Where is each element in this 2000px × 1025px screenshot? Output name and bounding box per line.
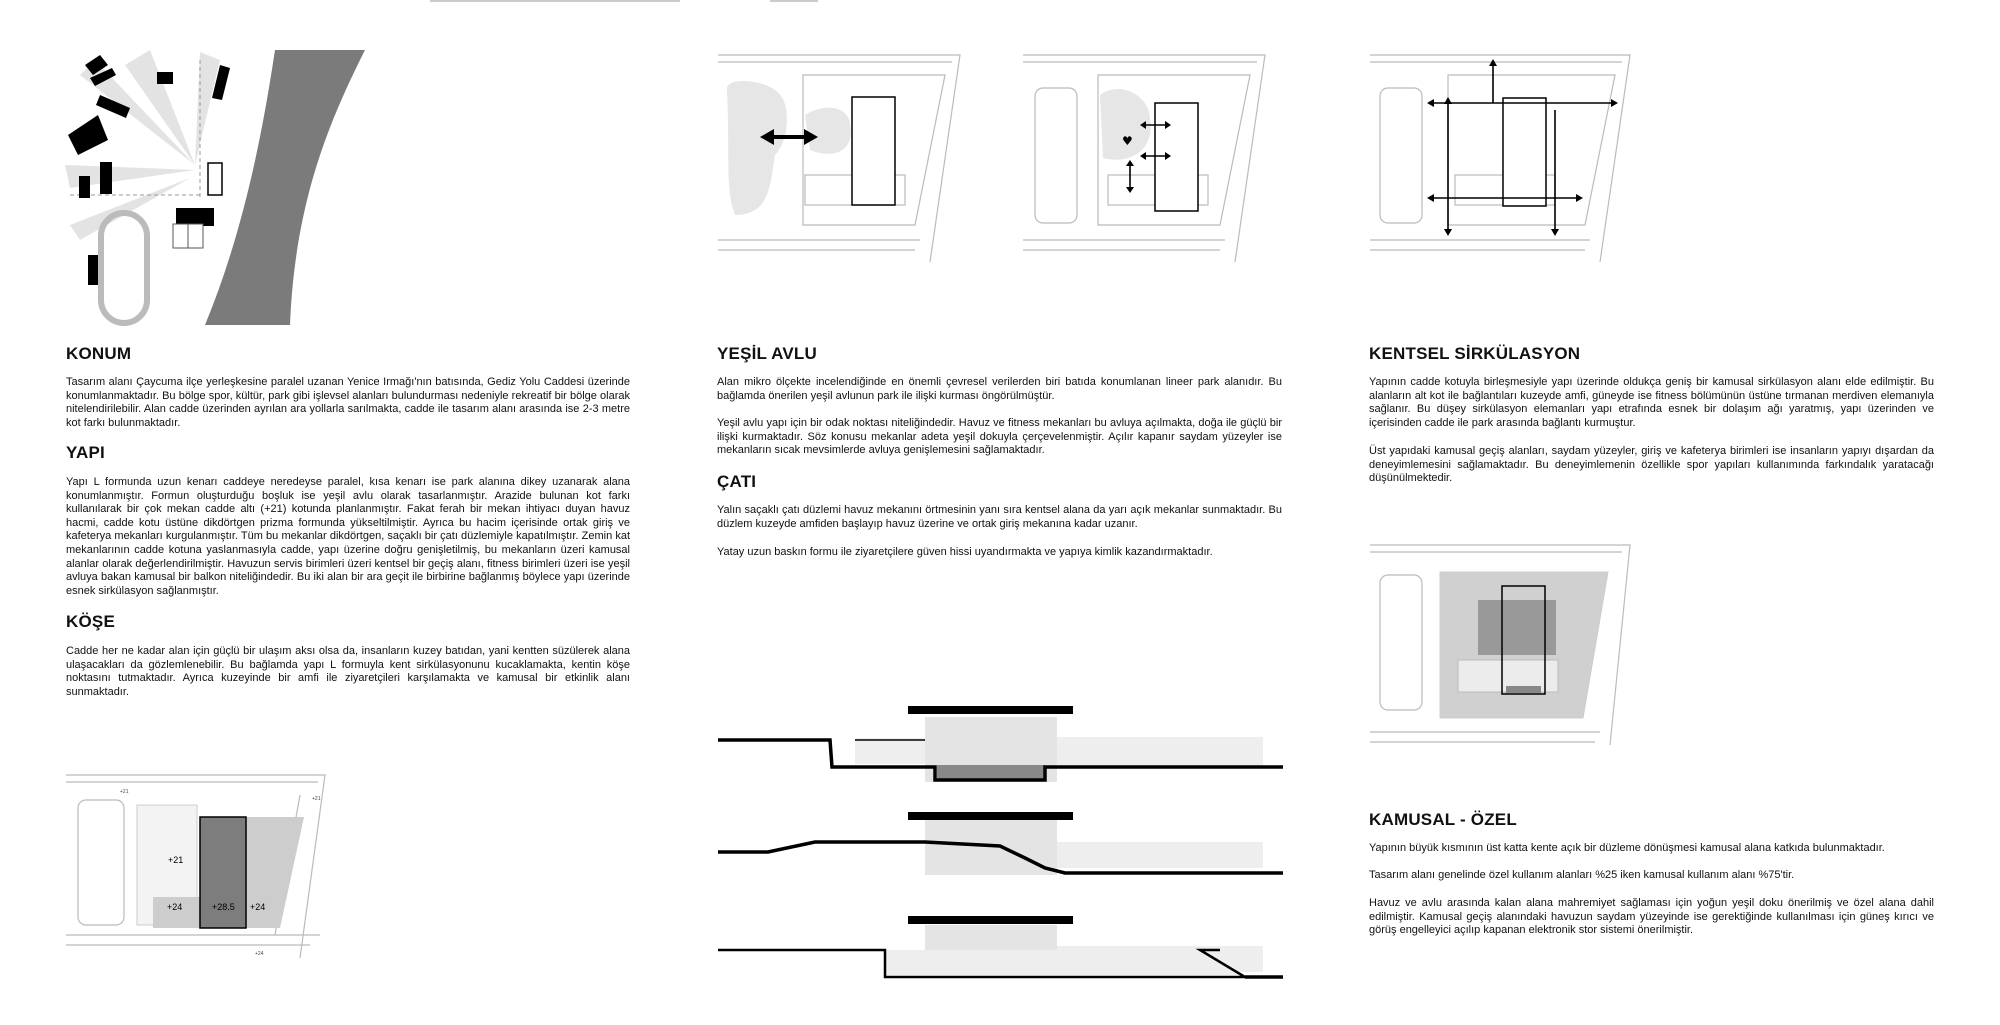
kose-heading: KÖŞE bbox=[66, 612, 115, 631]
cati-heading: ÇATI bbox=[717, 472, 757, 491]
yapi-text: Yapı L formunda uzun kenarı caddeye neredeyse paralel, kısa kenarı ise park alanına dikey uzanarak alana konumlanmıştır. Formun oluşturduğu boşluk ise yeşil avlu olarak tasarlanmıştır. Arazide bulunan kot farkı kullanılarak bir çok mekan cadde altı (+21) kotunda planlanmıştır. Fakat ferah bir mekan ihtiyacı duyan havuz hacmi, cadde kotu üstüne dikdörtgen prizma formunda yükseltilmiştir. Ayrıca bu hacim içerisinde ortak giriş ve kafeterya mekanları kurgulanmıştır. Tüm bu mekanlar dikdörtgen, saçaklı bir çatı düzlemiyle kapatılmıştır. Zemin kat mekanlarının cadde kotuna yaslanmasıyla cadde, yapı üzerine doğru genişletilmiş, bu mekanların üzeri kamusal alanlar olarak değerlendirilmiştir. Havuzun servis birimleri üzeri kentsel bir geçiş alanı, fitness birimleri üzeri ise yeşil avluya bakan kamusal bir balkon niteliğindedir. Bu iki alan bir ara geçit ile birbirine bağlanmış böylece yapı üzerinde esnek sirkülasyon sağlanmıştır. bbox=[66, 476, 630, 597]
yesil-avlu-focus-diagram bbox=[1020, 52, 1290, 267]
level-24-label: +24 bbox=[167, 902, 183, 912]
kamusal-heading: KAMUSAL - ÖZEL bbox=[1369, 810, 1517, 829]
edge-level-label: +21 bbox=[120, 789, 129, 795]
kentsel-text-1: Yapının cadde kotuyla birleşmesiyle yapı üzerinde oldukça geniş bir kamusal sirkülasyon alanı elde edilmiştir. Bu alanların alt kot ile bağlantıları kuzeyde amfi, güneyde ise fitness bölümünün üstüne tırmanan merdiven elemanıyla sağlanır. Bu düşey sirkülasyon elemanları yapı etrafında esnek bir dolaşım ağı yaratmış, yapı üzerinden ve içerisinden cadde ile park arasında bağlantı kurmuştur. bbox=[1369, 376, 1934, 429]
site-level-plan bbox=[62, 772, 332, 962]
konum-heading: KONUM bbox=[66, 344, 132, 363]
section-diagrams bbox=[716, 700, 1286, 985]
edge-level-label: +24 bbox=[255, 951, 264, 957]
edge-level-label: +21 bbox=[312, 796, 321, 802]
kamusal-ozel-diagram bbox=[1368, 542, 1643, 752]
yesil-avlu-heading: YEŞİL AVLU bbox=[717, 344, 817, 363]
cati-text-1: Yalın saçaklı çatı düzlemi havuz mekanını örtmesinin yanı sıra kentsel alana da yarı açık mekanlar sunmaktadır. Bu düzlem kuzeyde amfiden başlayıp havuz üzerine ve ortak giriş mekanına kadar uzanır. bbox=[717, 504, 1282, 530]
konum-text: Tasarım alanı Çaycuma ilçe yerleşkesine paralel uzanan Yenice Irmağı'nın batısında, Gediz Yolu Caddesi üzerinde konumlanmaktadır. Bu bölge spor, kültür, park gibi işlevsel alanları bulundurması nedeniyle rekreatif bir bölge olarak nitelendirilebilir. Alan cadde üzerinden ayrılan ara yollarla sarılmakta, cadde ile tasarım alanı arasında ise 2-3 metre kot farkı bulunmaktadır. bbox=[66, 376, 630, 429]
kamusal-text-3: Havuz ve avlu arasında kalan alana mahremiyet sağlaması için yoğun yeşil doku önerilmiş ve özel alana dahil edilmiştir. Kamusal geçiş alanındaki havuzun saydam yüzeyinde ise gerektiğinde kullanılması için güneş kırıcı ve görüş engelleyici açılıp kapanan elektronik stor sistemi önerilmiştir. bbox=[1369, 897, 1934, 937]
heart-icon: ♥ bbox=[1122, 134, 1133, 148]
kamusal-text-1: Yapının büyük kısmının üst katta kente açık bir düzleme dönüşmesi kamusal alana katkıda bulunmaktadır. bbox=[1369, 842, 1885, 854]
yesil-avlu-text-2: Yeşil avlu yapı için bir odak noktası niteliğindedir. Havuz ve fitness mekanları bu avluya açılmakta, doğa ile güçlü bir ilişki kurmaktadır. Söz konusu mekanlar adeta yeşil dokuyla çerçevelenmiştir. Açılır kapanır saydam yüzeyler ise mekanların sıcak mevsimlerde avluya genişlemesini sağlamaktadır. bbox=[717, 417, 1282, 457]
kentsel-sirkulasyon-diagram bbox=[1368, 52, 1643, 267]
level-24-label: +24 bbox=[250, 902, 266, 912]
kamusal-text-2: Tasarım alanı genelinde özel kullanım alanları %25 iken kamusal kullanım alanı %75'tir. bbox=[1369, 869, 1795, 881]
level-21-label: +21 bbox=[168, 855, 184, 865]
top-edge-strip bbox=[770, 0, 818, 2]
konum-map-diagram bbox=[60, 48, 380, 338]
top-edge-strip bbox=[430, 0, 680, 2]
yesil-avlu-text-1: Alan mikro ölçekte incelendiğinde en önemli çevresel verilerden biri batıda konumlanan lineer park alanıdır. Bu bağlamda önerilen yeşil avlunun park ile ilişki kurması öngörülmüştür. bbox=[717, 376, 1282, 402]
yapi-heading: YAPI bbox=[66, 443, 105, 462]
cati-text-2: Yatay uzun baskın formu ile ziyaretçilere güven hissi uyandırmakta ve yapıya kimlik kazandırmaktadır. bbox=[717, 546, 1213, 558]
level-28-5-label: +28.5 bbox=[212, 902, 235, 912]
kentsel-heading: KENTSEL SİRKÜLASYON bbox=[1369, 344, 1581, 363]
kose-text: Cadde her ne kadar alan için güçlü bir ulaşım aksı olsa da, insanların kuzey batıdan, yani kentten süzülerek alana ulaşacakları da gözlemlenebilir. Bu bağlamda yapı L formuyla kent sirkülasyonunu kucaklamakta, kentin köşe noktasını tutmaktadır. Ayrıca kuzeyinde bir amfi ile ziyaretçileri karşılamakta ve kamusal bir etkinlik alanı sunmaktadır. bbox=[66, 645, 630, 698]
yesil-avlu-park-diagram bbox=[716, 52, 986, 267]
kentsel-text-2: Üst yapıdaki kamusal geçiş alanları, saydam yüzeyler, giriş ve kafeterya birimleri ise insanların yapıyı dışardan da deneyimlemesini sağlamaktadır. Bu deneyimlemenin özellikle spor yapıları kullanımında farkındalık yaratacağı düşünülmektedir. bbox=[1369, 445, 1934, 485]
